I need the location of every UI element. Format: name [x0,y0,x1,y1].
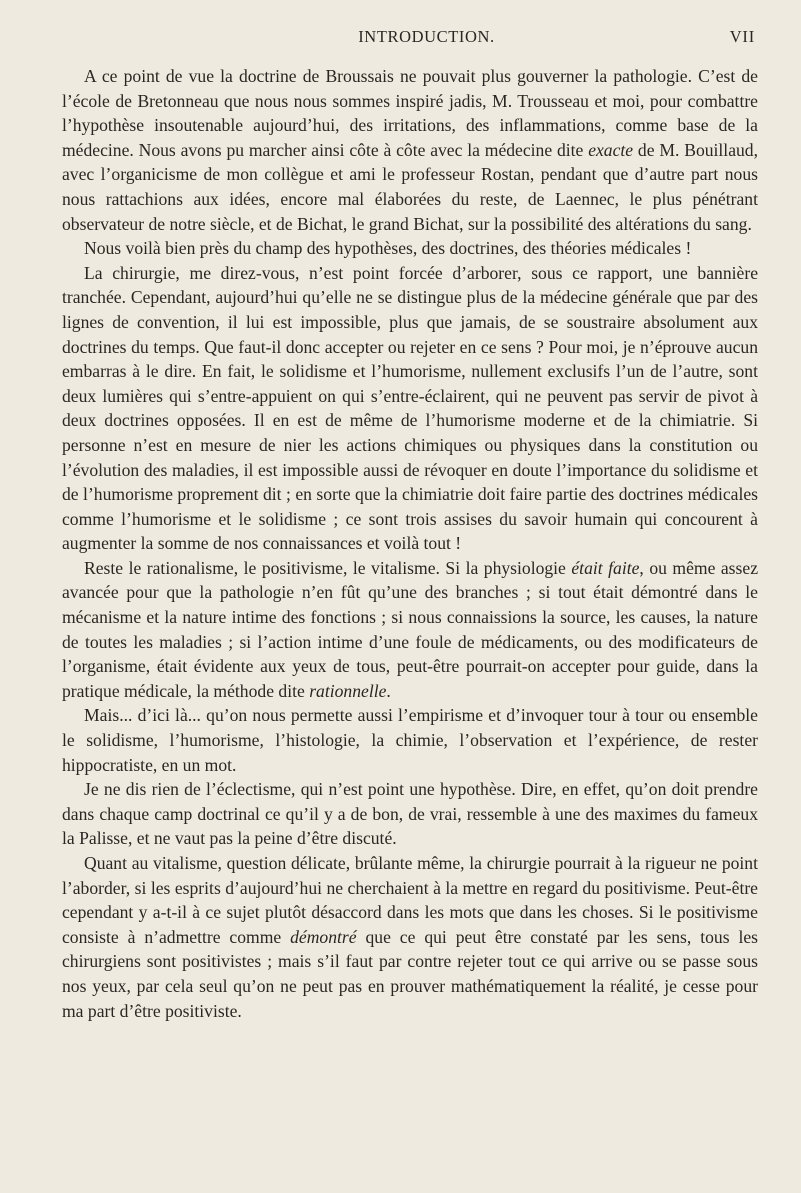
text-run: Reste le rationalisme, le positivisme, le vitalisme. Si la physiologie [84,557,572,578]
text-run: A ce point de vue la doctrine de Broussais ne pouvait plus gouverner la pathologie. C’est de l’école de Bretonneau que nous nous sommes inspiré jadis, M. Trousseau et moi, pour combattre l’hypothèse insoutenable aujourd’hui, des irritations, des inflammations, comme base de la médecine. Nous avons pu marcher ainsi côte à côte avec la médecine dite [62,66,758,160]
paragraph [62,64,758,236]
italic-text-run: rationnelle [309,680,387,701]
text-run: que ce qui peut être constaté par les sens, tous les chirurgiens sont positivistes ; mais s’il faut par contre rejeter tout ce qui arrive ou se passe sous nos yeux, par cela seul qu’on ne peut pas en prouver mathématiquement la réalité, je cesse pour ma part d’être positiviste. [62,926,758,1021]
page-number: VII [729,27,755,46]
paragraph [62,236,758,261]
running-head-title: INTRODUCTION. [358,27,495,46]
paragraph [62,777,758,851]
text-run: Quant au vitalisme, question délicate, brûlante même, la chirurgie pourrait à la rigueur ne point l’aborder, si les esprits d’aujourd’hui ne cherchaient à la mettre en regard du positivisme. Peut-être cependant y a-t-il à ce sujet plutôt désaccord dans les mots que dans les choses. Si le positivisme consiste à n’admettre comme [62,853,758,947]
italic-text-run: exacte [588,139,634,160]
text-run: Mais... d’ici là... qu’on nous permette aussi l’empirisme et d’invoquer tour à tour ou ensemble le solidisme, l’humorisme, l’histologie, la chimie, l’observation et l’expérience, de rester hippocratiste, en un mot. [62,705,758,775]
body-text [62,64,758,1023]
paragraph [62,261,758,556]
text-run: Je ne dis rien de l’éclectisme, qui n’est point une hypothèse. Dire, en effet, qu’on doit prendre dans chaque camp doctrinal ce qu’il y a de bon, de vrai, ressemble à une des maximes du fameux la Palisse, et ne vaut pas la peine d’être discuté. [62,779,758,849]
text-run: de M. Bouillaud, avec l’organicisme de mon collègue et ami le professeur Rostan, pendant que d’autre part nous nous rattachions aux idées, encore mal élaborées du reste, de Laennec, le plus pénétrant observateur de notre siècle, et de Bichat, le grand Bichat, sur la possibilité des altérations du sang. [62,139,759,234]
paragraph [62,556,758,704]
text-run: Nous voilà bien près du champ des hypothèses, des doctrines, des théories médicales ! [84,238,692,259]
text-run: , ou même assez avancée pour que la pathologie n’en fût qu’une des branches ; si tout était démontré dans le mécanisme et la nature intime des fonctions ; si nous connaissions la source, les causes, la nature de toutes les maladies ; si l’action intime d’une foule de médicaments, ou des modificateurs de l’organisme, était évidente aux yeux de tous, peut-être pourrait-on accepter pour guide, dans la pratique médicale, la méthode dite [62,557,758,701]
text-run: La chirurgie, me direz-vous, n’est point forcée d’arborer, sous ce rapport, une bannière tranchée. Cependant, aujourd’hui qu’elle ne se distingue plus de la médecine générale que par des lignes de convention, il lui est impossible, plus que jamais, de se soustraire absolument aux doctrines du temps. Que faut-il donc accepter ou rejeter en ce sens ? Pour moi, je n’éprouve aucun embarras à le dire. En fait, le solidisme et l’humorisme, nullement exclusifs l’un de l’autre, sont deux lumières qui s’entre-appuient on qui s’entre-éclairent, qui ne peuvent pas servir de pivot à deux doctrines opposées. Il en est de même de l’humorisme moderne et de la chimiatrie. Si personne n’est en mesure de nier les actions chimiques ou physiques dans la constitution ou l’évolution des maladies, il est impossible aussi de révoquer en doute l’importance du solidisme et de l’humorisme proprement dit ; en sorte que la chimiatrie doit faire partie des doctrines médicales comme l’humorisme et le solidisme ; ce sont trois assises du savoir humain qui concourent à augmenter la somme de nos connaissances et voilà tout ! [62,262,758,554]
italic-text-run: démontré [290,926,357,947]
running-head [68,27,757,51]
text-run: . [386,680,391,701]
paragraph [62,703,758,777]
italic-text-run: était faite [571,557,640,578]
paragraph [62,851,758,1023]
